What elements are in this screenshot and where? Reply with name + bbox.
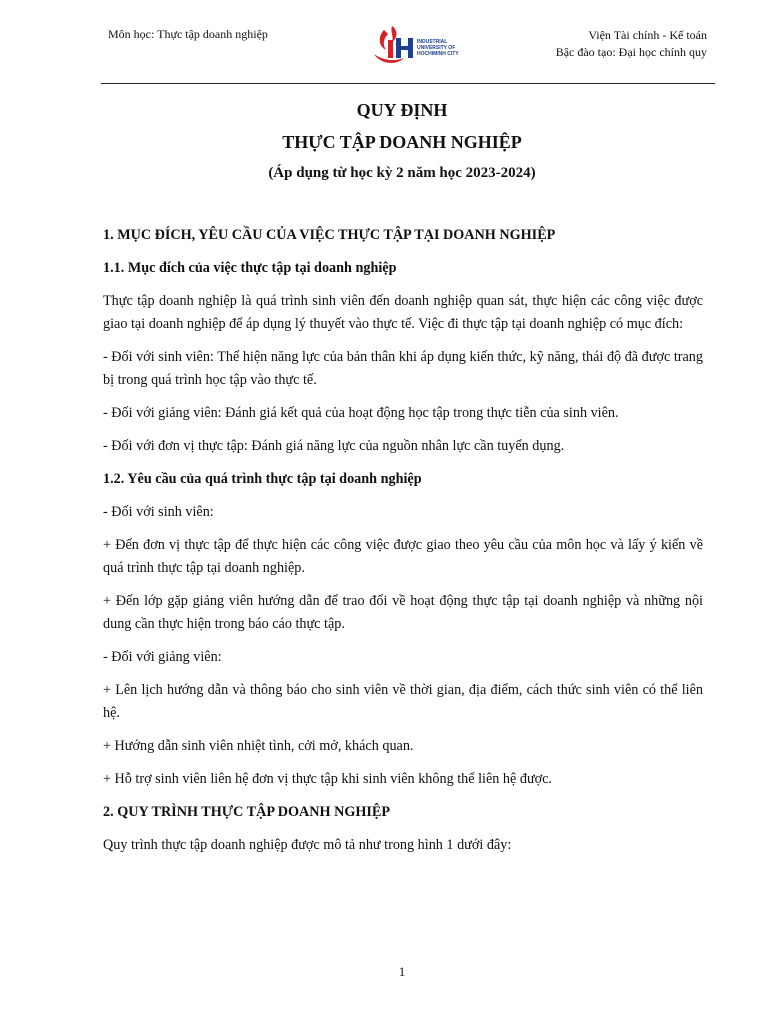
- logo-text-2: UNIVERSITY OF: [417, 45, 456, 51]
- header-training-level: Bậc đào tạo: Đại học chính quy: [555, 45, 707, 59]
- paragraph: + Hỗ trợ sinh viên liên hệ đơn vị thực tập khi sinh viên không thể liên hệ được.: [103, 771, 552, 787]
- paragraph: + Hướng dẫn sinh viên nhiệt tình, cởi mở, khách quan.: [103, 738, 414, 754]
- document-body: [103, 224, 703, 867]
- page-number: 1: [398, 964, 406, 979]
- section-2-heading: 2. QUY TRÌNH THỰC TẬP DOANH NGHIỆP: [103, 804, 391, 820]
- paragraph: Quy trình thực tập doanh nghiệp được mô tả như trong hình 1 dưới đây:: [103, 837, 512, 853]
- paragraph: - Đối với sinh viên: Thể hiện năng lực của bản thân khi áp dụng kiến thức, kỹ năng, thái độ đã được trang bị trong quá trình học tập vào thực tế.: [103, 349, 703, 388]
- university-logo-icon: [370, 24, 460, 72]
- paragraph: - Đối với đơn vị thực tập: Đánh giá năng lực của nguồn nhân lực cần tuyển dụng.: [103, 438, 565, 454]
- paragraph: - Đối với giảng viên: Đánh giá kết quả của hoạt động học tập trong thực tiễn của sinh viên.: [103, 405, 619, 421]
- title-line-1: QUY ĐỊNH: [356, 100, 448, 120]
- paragraph: - Đối với sinh viên:: [103, 504, 214, 520]
- document-title: [100, 100, 704, 182]
- section-1-1-heading: 1.1. Mục đích của việc thực tập tại doanh nghiệp: [103, 260, 397, 276]
- paragraph: + Đến lớp gặp giảng viên hướng dẫn để trao đổi về hoạt động thực tập tại doanh nghiệp và những nội dung cần thực hiện trong báo cáo thực tập.: [103, 593, 703, 632]
- logo-text-3: HOCHIMINH CITY: [417, 51, 459, 57]
- header-institute-name: Viện Tài chính - Kế toán: [588, 28, 707, 42]
- section-1-heading: 1. MỤC ĐÍCH, YÊU CẦU CỦA VIỆC THỰC TẬP TẠI DOANH NGHIỆP: [103, 227, 556, 243]
- title-line-3: (Áp dụng từ học kỳ 2 năm học 2023-2024): [268, 165, 536, 181]
- header-divider: [101, 83, 715, 84]
- paragraph: - Đối với giảng viên:: [103, 649, 222, 665]
- paragraph: + Đến đơn vị thực tập để thực hiện các công việc được giao theo yêu cầu của môn học và lấy ý kiến về quá trình thực tập tại doanh nghiệp.: [103, 537, 703, 576]
- logo-text-1: INDUSTRIAL: [417, 39, 448, 45]
- section-1-2-heading: 1.2. Yêu cầu của quá trình thực tập tại doanh nghiệp: [103, 471, 422, 487]
- header-course: Môn học: Thực tập doanh nghiệp: [108, 27, 268, 41]
- header-institute: [556, 27, 707, 61]
- title-line-2: THỰC TẬP DOANH NGHIỆP: [282, 132, 522, 152]
- paragraph: Thực tập doanh nghiệp là quá trình sinh viên đến doanh nghiệp quan sát, thực hiện các công việc được giao tại doanh nghiệp để áp dụng lý thuyết vào thực tế. Việc đi thực tập tại doanh nghiệp có mục đích:: [103, 293, 703, 332]
- paragraph: + Lên lịch hướng dẫn và thông báo cho sinh viên về thời gian, địa điểm, cách thức sinh viên có thể liên hệ.: [103, 682, 703, 721]
